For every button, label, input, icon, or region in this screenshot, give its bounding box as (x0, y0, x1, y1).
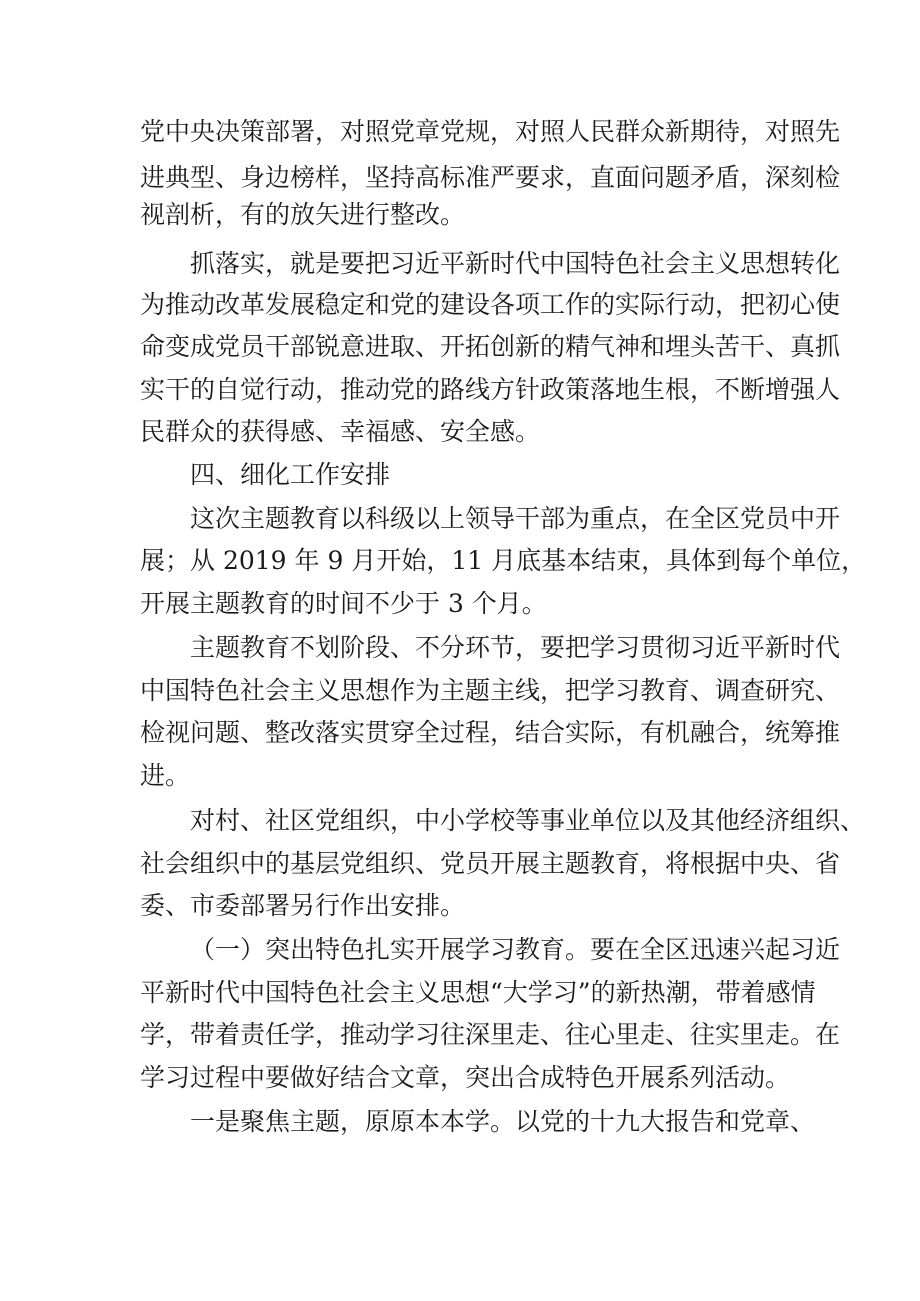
text-line: 社会组织中的基层党组织、党员开展主题教育，将根据中央、省 (140, 849, 841, 878)
text-line: 对村、社区党组织，中小学校等事业单位以及其他经济组织、 (190, 806, 866, 835)
text-line: 进典型、身边榜样，坚持高标准严要求，直面问题矛盾，深刻检 (140, 163, 841, 192)
text-line: 委、市委部署另行作出安排。 (140, 891, 466, 920)
text-line: 这次主题教育以科级以上领导干部为重点，在全区党员中开 (190, 504, 841, 533)
text-line: 学，带着责任学，推动学习往深里走、往心里走、往实里走。在 (140, 1020, 841, 1049)
text-line: 中国特色社会主义思想作为主题主线，把学习教育、调查研究、 (140, 676, 841, 705)
text-line: 命变成党员干部锐意进取、开拓创新的精气神和埋头苦干、真抓 (140, 332, 841, 361)
text-line: 抓落实，就是要把习近平新时代中国特色社会主义思想转化 (190, 249, 841, 278)
text-line: 一是聚焦主题，原原本本学。以党的十九大报告和党章、 (190, 1107, 816, 1136)
text-line: 主题教育不划阶段、不分环节，要把学习贯彻习近平新时代 (190, 633, 841, 662)
text-line: 检视问题、整改落实贯穿全过程，结合实际，有机融合，统筹推 (140, 718, 841, 747)
text-line: 平新时代中国特色社会主义思想“大学习”的新热潮，带着感情 (140, 978, 816, 1007)
text-line: 展；从 2019 年 9 月开始，11 月底基本结束，具体到每个单位， (140, 546, 867, 575)
text-line: 学习过程中要做好结合文章，突出合成特色开展系列活动。 (140, 1063, 791, 1092)
subsection-line: （一）突出特色扎实开展学习教育。要在全区迅速兴起习近 (190, 935, 841, 964)
text-line: 实干的自觉行动，推动党的路线方针政策落地生根，不断增强人 (140, 375, 841, 404)
text-line: 党中央决策部署，对照党章党规，对照人民群众新期待，对照先 (140, 117, 841, 146)
text-line: 开展主题教育的时间不少于 3 个月。 (140, 589, 547, 618)
section-heading: 四、细化工作安排 (190, 460, 391, 489)
text-line: 民群众的获得感、幸福感、安全感。 (140, 417, 541, 446)
text-line: 视剖析，有的放矢进行整改。 (140, 200, 466, 229)
text-line: 为推动改革发展稳定和党的建设各项工作的实际行动，把初心使 (140, 290, 841, 319)
text-line: 进。 (140, 761, 191, 790)
